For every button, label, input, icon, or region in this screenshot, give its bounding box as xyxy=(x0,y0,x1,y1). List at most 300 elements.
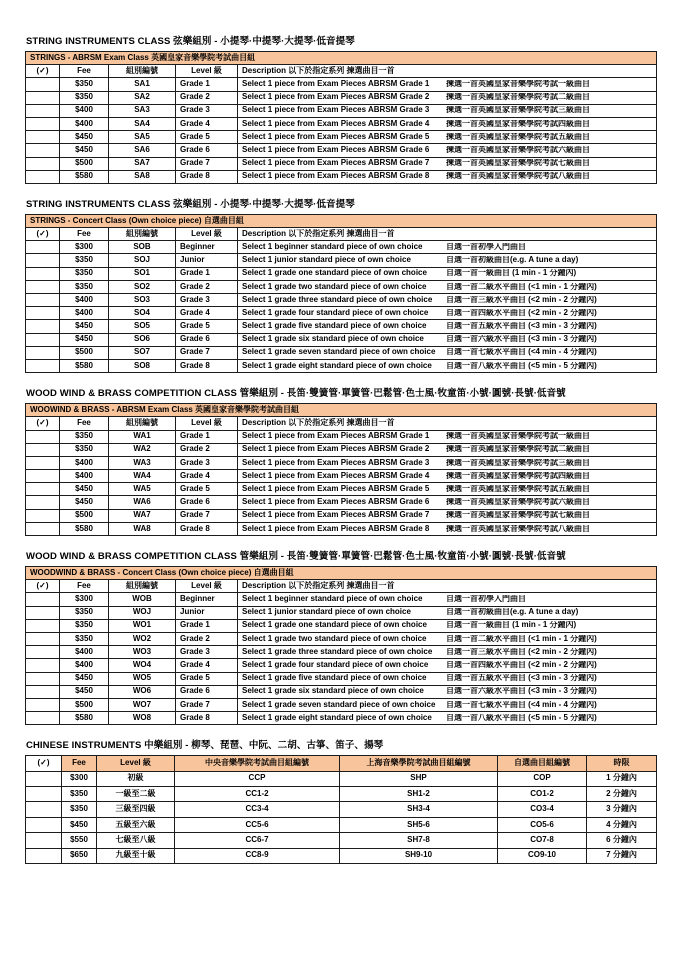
description-wrap xyxy=(242,472,654,481)
class-code-cell: WO8 xyxy=(109,712,176,725)
description-zh: 自選一首七級水平曲目 (<4 min - 4 分鐘內) xyxy=(445,348,597,357)
check-cell[interactable] xyxy=(26,333,60,346)
description-wrap xyxy=(242,674,654,683)
level-cell: Grade 8 xyxy=(176,522,238,535)
description-cell xyxy=(238,496,657,509)
fee-cell: $500 xyxy=(60,346,109,359)
check-cell[interactable] xyxy=(26,267,60,280)
description-wrap xyxy=(242,621,654,630)
table-row xyxy=(26,117,657,130)
description-zh: 揀選一首英國皇家音樂學院考試三級曲目 xyxy=(445,458,590,467)
class-code-cell: WOJ xyxy=(109,606,176,619)
description-en: Select 1 piece from Exam Pieces ABRSM Grade 2 xyxy=(242,93,430,102)
fee-cell: $400 xyxy=(60,294,109,307)
description-en: Select 1 piece from Exam Pieces ABRSM Grade 1 xyxy=(242,432,430,441)
description-wrap xyxy=(242,348,654,357)
level-cell: Grade 5 xyxy=(176,483,238,496)
description-cell xyxy=(238,443,657,456)
description-wrap xyxy=(242,595,654,604)
class-code-cell: SA7 xyxy=(109,157,176,170)
class-code-cell: WA8 xyxy=(109,522,176,535)
level-cell: Grade 6 xyxy=(176,333,238,346)
fees-table-woodwind-abrsm xyxy=(25,403,657,536)
class-code-cell: WA2 xyxy=(109,443,176,456)
description-en: Select 1 piece from Exam Pieces ABRSM Grade 7 xyxy=(242,159,430,168)
description-zh: 揀選一首英國皇家音樂學院考試七級曲目 xyxy=(445,511,590,520)
column-header-description: Description 以下於指定系列 揀選曲目一首 xyxy=(238,417,657,430)
description-en: Select 1 piece from Exam Pieces ABRSM Grade 8 xyxy=(242,524,430,533)
description-en: Select 1 piece from Exam Pieces ABRSM Grade 3 xyxy=(242,106,430,115)
central-conservatory-code-cell: CCP xyxy=(175,771,340,786)
check-cell[interactable] xyxy=(26,294,60,307)
level-cell: Grade 1 xyxy=(176,78,238,91)
table-row xyxy=(26,802,657,817)
table-row xyxy=(26,78,657,91)
description-cell xyxy=(238,619,657,632)
description-zh: 揀選一首英國皇家音樂學院考試一級曲目 xyxy=(445,80,590,89)
column-header-class-code: 組別編號 xyxy=(109,228,176,241)
level-cell: Grade 7 xyxy=(176,346,238,359)
class-code-cell: WOB xyxy=(109,593,176,606)
fee-cell: $400 xyxy=(60,117,109,130)
table-row xyxy=(26,593,657,606)
description-zh: 揀選一首英國皇家音樂學院考試六級曲目 xyxy=(445,498,590,507)
check-cell[interactable] xyxy=(26,470,60,483)
description-cell xyxy=(238,78,657,91)
description-cell xyxy=(238,359,657,372)
central-conservatory-code-cell: CC8-9 xyxy=(175,848,340,863)
table-row xyxy=(26,848,657,863)
table-header-row xyxy=(26,756,657,771)
description-cell xyxy=(238,606,657,619)
description-en: Select 1 piece from Exam Pieces ABRSM Grade 4 xyxy=(242,471,430,480)
table-row xyxy=(26,430,657,443)
table-title: WOODWIND & BRASS - Concert Class (Own choice piece) 自選曲目組 xyxy=(26,567,657,580)
description-zh: 揀選一首英國皇家音樂學院考試八級曲目 xyxy=(445,172,590,181)
fee-cell: $500 xyxy=(60,157,109,170)
table-row xyxy=(26,307,657,320)
table-row xyxy=(26,787,657,802)
class-code-cell: WA4 xyxy=(109,470,176,483)
check-cell[interactable] xyxy=(26,817,62,832)
description-en: Select 1 grade four standard piece of own choice xyxy=(242,661,429,669)
check-cell[interactable] xyxy=(26,131,60,144)
fee-cell: $350 xyxy=(60,619,109,632)
check-cell[interactable] xyxy=(26,456,60,469)
description-en: Select 1 grade seven standard piece of own choice xyxy=(242,348,436,357)
description-wrap xyxy=(242,608,654,617)
description-en: Select 1 beginner standard piece of own choice xyxy=(242,242,423,251)
check-cell[interactable] xyxy=(26,522,60,535)
description-cell xyxy=(238,131,657,144)
class-code-cell: SOJ xyxy=(109,254,176,267)
description-cell xyxy=(238,685,657,698)
description-en: Select 1 grade seven standard piece of own choice xyxy=(242,700,436,709)
fees-table-strings-abrsm xyxy=(25,51,657,184)
table-row xyxy=(26,346,657,359)
description-wrap xyxy=(242,362,654,371)
table-header-row xyxy=(26,65,657,78)
description-wrap xyxy=(242,335,654,344)
table-row xyxy=(26,144,657,157)
description-zh: 自選一首五級水平曲目 (<3 min - 3 分鐘內) xyxy=(445,322,597,331)
description-wrap xyxy=(242,146,654,155)
table-row xyxy=(26,698,657,711)
class-code-cell: SOB xyxy=(109,241,176,254)
section-heading: WOOD WIND & BRASS COMPETITION CLASS 管樂組別 - 長笛·雙簧管·單簧管·巴鬆管·色士風·牧童笛·小號·圓號·長號·低音號 xyxy=(26,388,566,400)
description-cell xyxy=(238,659,657,672)
section-strings-concert xyxy=(25,199,678,373)
column-header-check: (✓) xyxy=(26,65,60,78)
check-cell[interactable] xyxy=(26,646,60,659)
check-cell[interactable] xyxy=(26,157,60,170)
description-wrap xyxy=(242,459,654,468)
check-cell[interactable] xyxy=(26,443,60,456)
description-zh: 自選一首初級曲目(e.g. A tune a day) xyxy=(445,608,579,617)
table-row xyxy=(26,359,657,372)
class-code-cell: WO2 xyxy=(109,632,176,645)
description-wrap xyxy=(242,269,654,278)
level-cell: 三級至四級 xyxy=(97,802,175,817)
column-header-level: Level 級 xyxy=(176,228,238,241)
section-woodwind-concert xyxy=(25,551,678,725)
table-row xyxy=(26,659,657,672)
description-en: Select 1 grade one standard piece of own choice xyxy=(242,621,427,630)
description-en: Select 1 grade two standard piece of own choice xyxy=(242,634,427,643)
class-code-cell: SA8 xyxy=(109,170,176,183)
table-row xyxy=(26,632,657,645)
description-zh: 自選一首八級水平曲目 (<5 min - 5 分鐘內) xyxy=(445,361,597,370)
fees-table-woodwind-concert xyxy=(25,566,657,725)
central-conservatory-code-cell: CC6-7 xyxy=(175,833,340,848)
description-en: Select 1 piece from Exam Pieces ABRSM Grade 6 xyxy=(242,146,430,154)
time-limit-cell: 3 分鐘內 xyxy=(587,802,657,817)
description-en: Select 1 piece from Exam Pieces ABRSM Grade 6 xyxy=(242,498,430,507)
table-row xyxy=(26,131,657,144)
level-cell: Grade 2 xyxy=(176,443,238,456)
check-cell[interactable] xyxy=(26,606,60,619)
table-row xyxy=(26,91,657,104)
check-cell[interactable] xyxy=(26,698,60,711)
class-code-cell: WO3 xyxy=(109,646,176,659)
check-cell[interactable] xyxy=(26,802,62,817)
description-zh: 自選一首一級曲目 (1 min - 1 分鐘內) xyxy=(445,621,577,630)
description-en: Select 1 grade two standard piece of own choice xyxy=(242,282,427,291)
table-header-row xyxy=(26,228,657,241)
description-wrap xyxy=(242,661,654,670)
description-cell xyxy=(238,267,657,280)
check-cell[interactable] xyxy=(26,78,60,91)
description-cell xyxy=(238,346,657,359)
fee-cell: $350 xyxy=(60,78,109,91)
description-wrap xyxy=(242,525,654,534)
description-zh: 揀選一首英國皇家音樂學院考試七級曲目 xyxy=(445,159,590,168)
check-cell[interactable] xyxy=(26,496,60,509)
check-cell[interactable] xyxy=(26,170,60,183)
level-cell: Grade 3 xyxy=(176,456,238,469)
level-cell: Grade 7 xyxy=(176,698,238,711)
description-cell xyxy=(238,280,657,293)
description-en: Select 1 grade four standard piece of own choice xyxy=(242,308,429,317)
level-cell: Grade 8 xyxy=(176,359,238,372)
description-zh: 自選一首七級水平曲目 (<4 min - 4 分鐘內) xyxy=(445,700,597,709)
table-row xyxy=(26,456,657,469)
shanghai-conservatory-code-cell: SH1-2 xyxy=(340,787,498,802)
table-row xyxy=(26,104,657,117)
table-title: STRINGS - Concert Class (Own choice piece) 自選曲目組 xyxy=(26,214,657,227)
table-header-row xyxy=(26,417,657,430)
check-cell[interactable] xyxy=(26,117,60,130)
column-header-description: Description 以下於指定系列 揀選曲目一首 xyxy=(238,65,657,78)
column-header-fee: Fee xyxy=(60,417,109,430)
fee-cell: $350 xyxy=(60,443,109,456)
level-cell: Grade 3 xyxy=(176,294,238,307)
description-wrap xyxy=(242,243,654,252)
fee-cell: $580 xyxy=(60,712,109,725)
check-cell[interactable] xyxy=(26,712,60,725)
column-header-fee: Fee xyxy=(60,228,109,241)
description-wrap xyxy=(242,498,654,507)
description-wrap xyxy=(242,296,654,305)
description-cell xyxy=(238,91,657,104)
description-wrap xyxy=(242,445,654,454)
table-row xyxy=(26,267,657,280)
description-cell xyxy=(238,254,657,267)
section-woodwind-abrsm xyxy=(25,388,678,536)
check-cell[interactable] xyxy=(26,787,62,802)
description-zh: 揀選一首英國皇家音樂學院考試五級曲目 xyxy=(445,132,590,141)
level-cell: 九級至十級 xyxy=(97,848,175,863)
check-cell[interactable] xyxy=(26,483,60,496)
level-cell: Grade 4 xyxy=(176,117,238,130)
description-wrap xyxy=(242,159,654,168)
fee-cell: $400 xyxy=(60,659,109,672)
fee-cell: $350 xyxy=(60,254,109,267)
class-code-cell: WO4 xyxy=(109,659,176,672)
description-cell xyxy=(238,509,657,522)
class-code-cell: WO5 xyxy=(109,672,176,685)
description-cell xyxy=(238,157,657,170)
level-cell: Grade 2 xyxy=(176,91,238,104)
table-row xyxy=(26,646,657,659)
description-cell xyxy=(238,170,657,183)
description-zh: 自選一首六級水平曲目 (<3 min - 3 分鐘內) xyxy=(445,687,597,696)
column-header-level: Level 級 xyxy=(97,756,175,771)
description-zh: 揀選一首英國皇家音樂學院考試二級曲目 xyxy=(445,93,590,102)
own-choice-code-cell: CO7-8 xyxy=(498,833,587,848)
description-wrap xyxy=(242,511,654,520)
description-en: Select 1 piece from Exam Pieces ABRSM Grade 5 xyxy=(242,484,430,493)
class-code-cell: SA2 xyxy=(109,91,176,104)
description-zh: 自選一首三級水平曲目 (<2 min - 2 分鐘內) xyxy=(445,295,597,304)
column-header-description: Description 以下於指定系列 揀選曲目一首 xyxy=(238,228,657,241)
description-en: Select 1 piece from Exam Pieces ABRSM Grade 3 xyxy=(242,458,430,467)
description-en: Select 1 piece from Exam Pieces ABRSM Grade 1 xyxy=(242,80,430,89)
class-code-cell: WA5 xyxy=(109,483,176,496)
description-en: Select 1 piece from Exam Pieces ABRSM Grade 2 xyxy=(242,445,430,454)
level-cell: Grade 1 xyxy=(176,430,238,443)
level-cell: Beginner xyxy=(176,241,238,254)
description-wrap xyxy=(242,309,654,318)
fee-cell: $300 xyxy=(62,771,97,786)
level-cell: Beginner xyxy=(176,593,238,606)
table-row xyxy=(26,294,657,307)
description-zh: 揀選一首英國皇家音樂學院考試一級曲目 xyxy=(445,432,590,441)
check-cell[interactable] xyxy=(26,509,60,522)
column-header-class-code: 組別編號 xyxy=(109,417,176,430)
fee-cell: $450 xyxy=(60,685,109,698)
fee-cell: $350 xyxy=(60,430,109,443)
description-cell xyxy=(238,294,657,307)
time-limit-cell: 2 分鐘內 xyxy=(587,787,657,802)
section-strings-abrsm xyxy=(25,36,678,184)
check-cell[interactable] xyxy=(26,771,62,786)
fee-cell: $500 xyxy=(60,698,109,711)
check-cell[interactable] xyxy=(26,320,60,333)
description-en: Select 1 beginner standard piece of own choice xyxy=(242,595,423,604)
fee-cell: $650 xyxy=(62,848,97,863)
description-cell xyxy=(238,307,657,320)
section-heading: STRING INSTRUMENTS CLASS 弦樂組別 - 小提琴·中提琴·大提琴·低音提琴 xyxy=(26,36,355,47)
level-cell: Grade 6 xyxy=(176,496,238,509)
check-cell[interactable] xyxy=(26,632,60,645)
check-cell[interactable] xyxy=(26,280,60,293)
description-zh: 自選一首初學入門曲目 xyxy=(445,595,526,604)
level-cell: Grade 3 xyxy=(176,104,238,117)
class-code-cell: WA3 xyxy=(109,456,176,469)
description-en: Select 1 grade eight standard piece of own choice xyxy=(242,713,432,722)
level-cell: Grade 6 xyxy=(176,144,238,157)
table-row xyxy=(26,254,657,267)
description-wrap xyxy=(242,687,654,696)
check-cell[interactable] xyxy=(26,91,60,104)
table-row xyxy=(26,241,657,254)
column-header-level: Level 級 xyxy=(176,417,238,430)
level-cell: Grade 4 xyxy=(176,659,238,672)
check-cell[interactable] xyxy=(26,672,60,685)
level-cell: Grade 2 xyxy=(176,632,238,645)
fee-cell: $450 xyxy=(60,483,109,496)
description-zh: 自選一首四級水平曲目 (<2 min - 2 分鐘內) xyxy=(445,308,597,317)
column-header-time-limit: 時限 xyxy=(587,756,657,771)
check-cell[interactable] xyxy=(26,430,60,443)
check-cell[interactable] xyxy=(26,619,60,632)
column-header-check: (✓) xyxy=(26,756,62,771)
description-en: Select 1 piece from Exam Pieces ABRSM Grade 4 xyxy=(242,119,430,128)
central-conservatory-code-cell: CC3-4 xyxy=(175,802,340,817)
class-code-cell: SA1 xyxy=(109,78,176,91)
description-en: Select 1 grade five standard piece of own choice xyxy=(242,674,427,683)
check-cell[interactable] xyxy=(26,307,60,320)
description-zh: 揀選一首英國皇家音樂學院考試三級曲目 xyxy=(445,106,590,115)
description-cell xyxy=(238,320,657,333)
description-en: Select 1 junior standard piece of own choice xyxy=(242,608,411,617)
table-title: STRINGS - ABRSM Exam Class 英國皇家音樂學院考試曲目組 xyxy=(26,52,657,65)
level-cell: Grade 5 xyxy=(176,320,238,333)
class-code-cell: SO8 xyxy=(109,359,176,372)
description-zh: 自選一首初學入門曲目 xyxy=(445,242,526,251)
class-code-cell: SO4 xyxy=(109,307,176,320)
check-cell[interactable] xyxy=(26,659,60,672)
check-cell[interactable] xyxy=(26,104,60,117)
own-choice-code-cell: CO5-6 xyxy=(498,817,587,832)
check-cell[interactable] xyxy=(26,346,60,359)
own-choice-code-cell: CO3-4 xyxy=(498,802,587,817)
level-cell: Grade 1 xyxy=(176,267,238,280)
time-limit-cell: 7 分鐘內 xyxy=(587,848,657,863)
description-zh: 揀選一首英國皇家音樂學院考試四級曲目 xyxy=(445,119,590,128)
central-conservatory-code-cell: CC5-6 xyxy=(175,817,340,832)
check-cell[interactable] xyxy=(26,848,62,863)
check-cell[interactable] xyxy=(26,593,60,606)
column-header-check: (✓) xyxy=(26,580,60,593)
description-en: Select 1 grade three standard piece of own choice xyxy=(242,647,433,656)
class-code-cell: WA7 xyxy=(109,509,176,522)
description-zh: 自選一首一級曲目 (1 min - 1 分鐘內) xyxy=(445,269,577,278)
table-row xyxy=(26,483,657,496)
description-wrap xyxy=(242,172,654,181)
fee-cell: $350 xyxy=(60,632,109,645)
column-header-level: Level 級 xyxy=(176,580,238,593)
description-zh: 揀選一首英國皇家音樂學院考試二級曲目 xyxy=(445,445,590,454)
description-wrap xyxy=(242,283,654,292)
column-header-fee: Fee xyxy=(60,65,109,78)
check-cell[interactable] xyxy=(26,359,60,372)
table-row xyxy=(26,606,657,619)
description-cell xyxy=(238,104,657,117)
description-en: Select 1 piece from Exam Pieces ABRSM Grade 5 xyxy=(242,132,430,141)
description-cell xyxy=(238,144,657,157)
level-cell: Grade 8 xyxy=(176,170,238,183)
check-cell[interactable] xyxy=(26,685,60,698)
central-conservatory-code-cell: CC1-2 xyxy=(175,787,340,802)
level-cell: Grade 7 xyxy=(176,509,238,522)
table-row xyxy=(26,320,657,333)
sections-container xyxy=(25,36,678,864)
table-row xyxy=(26,157,657,170)
check-cell[interactable] xyxy=(26,144,60,157)
description-cell xyxy=(238,698,657,711)
table-header-row xyxy=(26,580,657,593)
own-choice-code-cell: COP xyxy=(498,771,587,786)
fee-cell: $450 xyxy=(60,144,109,157)
description-wrap xyxy=(242,133,654,142)
check-cell[interactable] xyxy=(26,833,62,848)
level-cell: Grade 1 xyxy=(176,619,238,632)
level-cell: Junior xyxy=(176,254,238,267)
class-code-cell: SO2 xyxy=(109,280,176,293)
fee-cell: $350 xyxy=(62,802,97,817)
description-wrap xyxy=(242,432,654,441)
fee-cell: $400 xyxy=(60,104,109,117)
column-header-fee: Fee xyxy=(62,756,97,771)
time-limit-cell: 1 分鐘內 xyxy=(587,771,657,786)
column-header-check: (✓) xyxy=(26,417,60,430)
fee-cell: $550 xyxy=(62,833,97,848)
shanghai-conservatory-code-cell: SH3-4 xyxy=(340,802,498,817)
description-zh: 自選一首四級水平曲目 (<2 min - 2 分鐘內) xyxy=(445,661,597,669)
check-cell[interactable] xyxy=(26,254,60,267)
shanghai-conservatory-code-cell: SH7-8 xyxy=(340,833,498,848)
description-en: Select 1 grade eight standard piece of own choice xyxy=(242,361,432,370)
check-cell[interactable] xyxy=(26,241,60,254)
section-chinese-instruments xyxy=(25,740,678,864)
description-wrap xyxy=(242,322,654,331)
table-row xyxy=(26,672,657,685)
table-row xyxy=(26,522,657,535)
description-cell xyxy=(238,117,657,130)
fee-cell: $580 xyxy=(60,359,109,372)
